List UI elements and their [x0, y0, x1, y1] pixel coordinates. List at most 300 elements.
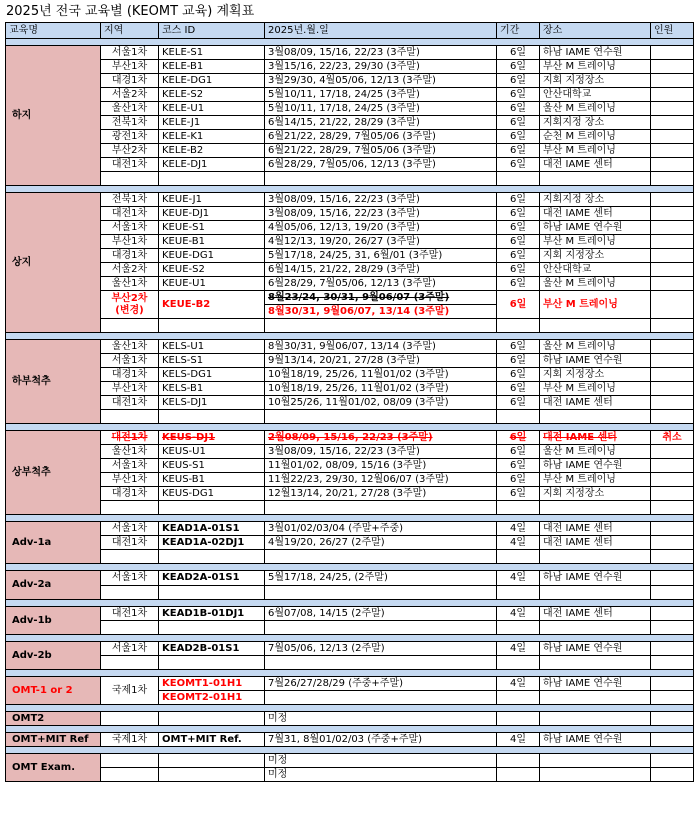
table-cell — [6, 600, 694, 607]
table-cell — [497, 550, 540, 564]
category-adv-1b: Adv-1b — [6, 607, 101, 635]
table-cell: KEUS-DJ1 — [159, 431, 265, 445]
table-cell: OMT+MIT Ref. — [159, 733, 265, 747]
table-cell — [540, 656, 651, 670]
table-cell: KELE-DG1 — [159, 74, 265, 88]
table-cell — [651, 712, 694, 726]
table-cell — [101, 656, 159, 670]
table-cell: 6월14/15, 21/22, 28/29 (3주말) — [265, 116, 497, 130]
table-cell: 6일 — [497, 116, 540, 130]
table-cell: 대전1차 — [101, 396, 159, 410]
table-cell: 대전1차 — [101, 158, 159, 172]
table-row — [6, 571, 694, 586]
table-cell — [651, 768, 694, 782]
table-cell: 하남 IAME 연수원 — [540, 46, 651, 60]
table-row — [6, 354, 694, 368]
table-cell: KELE-K1 — [159, 130, 265, 144]
table-cell: 지회지정 장소 — [540, 116, 651, 130]
table-cell: 4일 — [497, 642, 540, 656]
table-cell: 6일 — [497, 459, 540, 473]
category-adv-2a: Adv-2a — [6, 571, 101, 600]
table-cell: 6월28/29, 7월05/06, 12/13 (3주말) — [265, 158, 497, 172]
category-sangbu: 상부척추 — [6, 431, 101, 515]
table-cell: 6일 — [497, 60, 540, 74]
empty-row — [6, 550, 694, 564]
section-separator — [6, 747, 694, 754]
table-cell — [651, 382, 694, 396]
table-cell — [651, 102, 694, 116]
table-cell: 미정 — [265, 712, 497, 726]
table-cell — [651, 473, 694, 487]
table-cell — [651, 677, 694, 691]
table-row — [6, 249, 694, 263]
table-cell: 대전 IAME 센터 — [540, 207, 651, 221]
table-cell: 9월13/14, 20/21, 27/28 (3주말) — [265, 354, 497, 368]
table-cell — [540, 621, 651, 635]
table-cell: 4일 — [497, 733, 540, 747]
table-row — [6, 396, 694, 410]
table-cell: 5월17/18, 24/25, (2주말) — [265, 571, 497, 586]
table-cell: 6일 — [497, 445, 540, 459]
table-cell — [159, 410, 265, 424]
table-cell — [651, 193, 694, 207]
table-cell: 8월30/31, 9월06/07, 13/14 (3주말) — [265, 340, 497, 354]
table-cell: 대전1차 — [101, 607, 159, 621]
table-cell — [265, 501, 497, 515]
table-row — [6, 130, 694, 144]
table-cell — [651, 46, 694, 60]
table-cell — [651, 445, 694, 459]
table-cell: 6일 — [497, 277, 540, 291]
table-cell — [651, 116, 694, 130]
table-cell — [540, 768, 651, 782]
table-cell — [101, 621, 159, 635]
table-cell: 6일 — [497, 102, 540, 116]
category-hajji: 하지 — [6, 46, 101, 186]
table-cell — [540, 585, 651, 600]
table-cell — [159, 319, 265, 333]
table-cell: 미정 — [265, 768, 497, 782]
cancelled-row — [6, 431, 694, 445]
table-cell — [101, 172, 159, 186]
table-cell: 6일 — [497, 144, 540, 158]
table-cell — [651, 522, 694, 536]
empty-row — [6, 319, 694, 333]
table-cell: 10월25/26, 11월01/02, 08/09 (3주말) — [265, 396, 497, 410]
table-row — [6, 607, 694, 621]
table-cell — [651, 607, 694, 621]
header-course-name: 교육명 — [6, 23, 101, 39]
table-cell: 6일 — [497, 158, 540, 172]
table-cell — [265, 410, 497, 424]
table-cell: 울산 M 트레이닝 — [540, 102, 651, 116]
table-cell — [651, 130, 694, 144]
table-row — [6, 754, 694, 768]
table-cell: 하남 IAME 연수원 — [540, 571, 651, 586]
table-cell: 울산 M 트레이닝 — [540, 277, 651, 291]
table-row — [6, 144, 694, 158]
table-cell — [651, 144, 694, 158]
table-cell: 부산1차 — [101, 382, 159, 396]
table-cell — [540, 754, 651, 768]
table-cell — [651, 235, 694, 249]
table-cell: 부산 M 트레이닝 — [540, 235, 651, 249]
table-cell: 대전 IAME 센터 — [540, 396, 651, 410]
table-cell: KEUS-DG1 — [159, 487, 265, 501]
header-count: 인원 — [651, 23, 694, 39]
section-separator — [6, 424, 694, 431]
table-cell — [651, 396, 694, 410]
empty-row — [6, 501, 694, 515]
table-cell: 부산2차 — [101, 144, 159, 158]
table-cell: 국제1차 — [101, 677, 159, 705]
table-cell: 4일 — [497, 536, 540, 550]
table-cell — [651, 172, 694, 186]
table-cell — [540, 691, 651, 705]
table-cell — [265, 656, 497, 670]
table-cell: 대경1차 — [101, 368, 159, 382]
category-adv-2b: Adv-2b — [6, 642, 101, 670]
category-sangji: 상지 — [6, 193, 101, 333]
table-cell — [101, 754, 159, 768]
table-cell — [101, 501, 159, 515]
table-cell — [497, 691, 540, 705]
omt2-course-id: KEOMT2-01H1 — [159, 691, 265, 705]
table-cell — [265, 550, 497, 564]
table-cell — [651, 354, 694, 368]
table-cell — [651, 691, 694, 705]
table-cell: KELE-B2 — [159, 144, 265, 158]
header-place: 장소 — [540, 23, 651, 39]
table-row — [6, 46, 694, 60]
table-cell — [651, 585, 694, 600]
section-separator — [6, 600, 694, 607]
table-cell: 6일 — [497, 263, 540, 277]
table-cell — [651, 642, 694, 656]
table-cell: 서울1차 — [101, 221, 159, 235]
table-cell — [6, 747, 694, 754]
table-row — [6, 116, 694, 130]
table-row — [6, 473, 694, 487]
table-cell: 5월10/11, 17/18, 24/25 (3주말) — [265, 88, 497, 102]
table-cell — [651, 319, 694, 333]
table-cell: 전북1차 — [101, 116, 159, 130]
table-cell: 4일 — [497, 522, 540, 536]
section-separator — [6, 333, 694, 340]
table-cell: KEUE-DG1 — [159, 249, 265, 263]
changed-place: 부산 M 트레이닝 — [540, 291, 651, 319]
table-cell — [101, 768, 159, 782]
table-cell — [651, 368, 694, 382]
table-cell: KELE-S1 — [159, 46, 265, 60]
table-cell: KELS-S1 — [159, 354, 265, 368]
table-header — [6, 23, 694, 39]
table-cell: 6일 — [497, 431, 540, 445]
table-row — [6, 235, 694, 249]
table-cell — [540, 550, 651, 564]
table-cell: KELE-J1 — [159, 116, 265, 130]
header-region: 지역 — [101, 23, 159, 39]
table-cell: 10월18/19, 25/26, 11월01/02 (3주말) — [265, 368, 497, 382]
table-cell — [651, 550, 694, 564]
table-row — [6, 487, 694, 501]
table-cell — [651, 571, 694, 586]
table-cell — [497, 585, 540, 600]
table-row — [6, 263, 694, 277]
table-cell: 11월22/23, 29/30, 12월06/07 (3주말) — [265, 473, 497, 487]
table-cell: 서울1차 — [101, 571, 159, 586]
table-cell: KEAD1A-02DJ1 — [159, 536, 265, 550]
empty-row — [6, 172, 694, 186]
table-cell: 5월10/11, 17/18, 24/25 (3주말) — [265, 102, 497, 116]
table-cell: 6일 — [497, 235, 540, 249]
table-cell — [497, 768, 540, 782]
table-cell: 6일 — [497, 130, 540, 144]
table-cell: 하남 IAME 연수원 — [540, 642, 651, 656]
table-cell: KELS-DG1 — [159, 368, 265, 382]
table-cell: 3월08/09, 15/16, 22/23 (3주말) — [265, 445, 497, 459]
table-cell: 순천 M 트레이닝 — [540, 130, 651, 144]
table-cell — [265, 585, 497, 600]
table-cell: 3월29/30, 4월05/06, 12/13 (3주말) — [265, 74, 497, 88]
table-cell — [265, 621, 497, 635]
table-cell — [6, 564, 694, 571]
table-row — [6, 445, 694, 459]
table-cell: 7월05/06, 12/13 (2주말) — [265, 642, 497, 656]
table-cell: 4일 — [497, 677, 540, 691]
table-cell: 6일 — [497, 473, 540, 487]
table-cell: 6일 — [497, 207, 540, 221]
empty-row — [6, 621, 694, 635]
table-cell: 서울1차 — [101, 642, 159, 656]
section-separator — [6, 515, 694, 522]
table-cell: 6일 — [497, 340, 540, 354]
table-cell — [497, 172, 540, 186]
table-cell: 미정 — [265, 754, 497, 768]
table-cell: KELE-S2 — [159, 88, 265, 102]
table-row — [6, 74, 694, 88]
table-cell: 6월28/29, 7월05/06, 12/13 (3주말) — [265, 277, 497, 291]
table-cell: 6월14/15, 21/22, 28/29 (3주말) — [265, 263, 497, 277]
table-row — [6, 277, 694, 291]
category-omt-1-or-2: OMT-1 or 2 — [6, 677, 101, 705]
table-cell: 6일 — [497, 88, 540, 102]
table-cell — [497, 319, 540, 333]
table-cell — [651, 656, 694, 670]
table-cell: 울산1차 — [101, 102, 159, 116]
table-cell — [651, 536, 694, 550]
table-row — [6, 158, 694, 172]
table-cell: 하남 IAME 연수원 — [540, 459, 651, 473]
table-cell: 11월01/02, 08/09, 15/16 (3주말) — [265, 459, 497, 473]
new-date: 8월30/31, 9월06/07, 13/14 (3주말) — [265, 305, 497, 319]
table-cell: 대전 IAME 센터 — [540, 522, 651, 536]
table-cell: KEUS-B1 — [159, 473, 265, 487]
table-cell: 4일 — [497, 571, 540, 586]
table-cell: 국제1차 — [101, 733, 159, 747]
category-adv-1a: Adv-1a — [6, 522, 101, 564]
table-cell: 부산1차 — [101, 60, 159, 74]
table-cell — [540, 501, 651, 515]
category-habu: 하부척추 — [6, 340, 101, 424]
changed-region: 부산2차 (변경) — [101, 291, 159, 319]
header-date: 2025년.월.일 — [265, 23, 497, 39]
table-cell: 6일 — [497, 354, 540, 368]
table-cell — [6, 186, 694, 193]
table-cell: 울산1차 — [101, 340, 159, 354]
table-cell: 6월21/22, 28/29, 7월05/06 (3주말) — [265, 130, 497, 144]
table-cell — [651, 410, 694, 424]
table-cell — [101, 550, 159, 564]
table-cell — [651, 263, 694, 277]
table-cell: 7월31, 8월01/02/03 (주중+주말) — [265, 733, 497, 747]
table-cell — [651, 291, 694, 319]
table-cell — [159, 754, 265, 768]
table-cell — [651, 277, 694, 291]
table-cell: 6월21/22, 28/29, 7월05/06 (3주말) — [265, 144, 497, 158]
table-cell: 전북1차 — [101, 193, 159, 207]
table-cell: 4일 — [497, 607, 540, 621]
table-cell: 하남 IAME 연수원 — [540, 354, 651, 368]
table-cell — [497, 754, 540, 768]
table-cell: 5월17/18, 24/25, 31, 6월/01 (3주말) — [265, 249, 497, 263]
table-cell: KEAD2A-01S1 — [159, 571, 265, 586]
table-cell: 6일 — [497, 382, 540, 396]
table-cell: 대전 IAME 센터 — [540, 158, 651, 172]
table-cell: 6일 — [497, 221, 540, 235]
section-separator — [6, 726, 694, 733]
table-row — [6, 642, 694, 656]
table-cell: KELS-B1 — [159, 382, 265, 396]
table-cell: KEUS-U1 — [159, 445, 265, 459]
table-cell: 대전 IAME 센터 — [540, 431, 651, 445]
table-cell — [651, 88, 694, 102]
table-row — [6, 207, 694, 221]
table-cell — [159, 621, 265, 635]
empty-row — [6, 656, 694, 670]
table-cell — [159, 768, 265, 782]
table-cell: 지회지정 장소 — [540, 193, 651, 207]
table-cell: 대전1차 — [101, 431, 159, 445]
table-cell — [6, 424, 694, 431]
table-cell: 6월07/08, 14/15 (2주말) — [265, 607, 497, 621]
table-cell — [497, 501, 540, 515]
table-cell: 안산대학교 — [540, 263, 651, 277]
table-cell: KEUE-U1 — [159, 277, 265, 291]
table-cell — [159, 550, 265, 564]
table-cell: 부산 M 트레이닝 — [540, 473, 651, 487]
table-cell: 대경1차 — [101, 74, 159, 88]
table-cell: KELE-DJ1 — [159, 158, 265, 172]
table-cell: 서울1차 — [101, 46, 159, 60]
table-cell — [101, 319, 159, 333]
table-cell: 서울1차 — [101, 354, 159, 368]
table-cell — [6, 705, 694, 712]
table-cell — [651, 60, 694, 74]
table-cell: KEUS-S1 — [159, 459, 265, 473]
table-cell: 10월18/19, 25/26, 11월01/02 (3주말) — [265, 382, 497, 396]
table-cell — [159, 656, 265, 670]
table-row — [6, 382, 694, 396]
table-cell — [540, 410, 651, 424]
table-cell: 대전1차 — [101, 207, 159, 221]
table-cell — [497, 410, 540, 424]
table-cell — [159, 585, 265, 600]
table-cell: KELS-U1 — [159, 340, 265, 354]
table-cell — [651, 754, 694, 768]
table-cell: KEUE-S1 — [159, 221, 265, 235]
table-cell: 3월15/16, 22/23, 29/30 (3주말) — [265, 60, 497, 74]
table-cell: 하남 IAME 연수원 — [540, 677, 651, 691]
table-cell: 6일 — [497, 46, 540, 60]
table-cell: 대전 IAME 센터 — [540, 607, 651, 621]
table-cell — [6, 670, 694, 677]
table-row — [6, 193, 694, 207]
table-cell — [540, 319, 651, 333]
table-cell: 대전1차 — [101, 536, 159, 550]
table-cell: 지회 지정장소 — [540, 368, 651, 382]
table-cell: KEUE-J1 — [159, 193, 265, 207]
table-cell — [6, 635, 694, 642]
table-cell: KEAD1A-01S1 — [159, 522, 265, 536]
table-cell: KEUE-DJ1 — [159, 207, 265, 221]
table-cell: 3월08/09, 15/16, 22/23 (3주말) — [265, 46, 497, 60]
header-course-id: 코스 ID — [159, 23, 265, 39]
table-cell — [651, 249, 694, 263]
page-title: 2025년 전국 교육별 (KEOMT 교육) 계획표 — [6, 4, 255, 19]
table-cell — [651, 501, 694, 515]
section-separator — [6, 635, 694, 642]
table-cell — [651, 340, 694, 354]
table-cell: 하남 IAME 연수원 — [540, 733, 651, 747]
table-cell — [101, 585, 159, 600]
table-cell: 12월13/14, 20/21, 27/28 (3주말) — [265, 487, 497, 501]
table-cell: 3월08/09, 15/16, 22/23 (3주말) — [265, 207, 497, 221]
changed-row — [6, 291, 694, 305]
category-omt-mit-ref: OMT+MIT Ref — [6, 733, 101, 747]
table-cell — [651, 487, 694, 501]
old-date: 8월23/24, 30/31, 9월06/07 (3주말) — [265, 291, 497, 305]
table-row — [6, 221, 694, 235]
table-cell: KELE-B1 — [159, 60, 265, 74]
table-row — [6, 340, 694, 354]
schedule-table — [5, 22, 694, 782]
table-row — [6, 60, 694, 74]
table-cell — [159, 172, 265, 186]
table-cell: 서울1차 — [101, 522, 159, 536]
table-cell: 부산 M 트레이닝 — [540, 144, 651, 158]
table-cell: 울산 M 트레이닝 — [540, 445, 651, 459]
table-cell: KEAD2B-01S1 — [159, 642, 265, 656]
table-cell: 대경1차 — [101, 487, 159, 501]
table-cell: 부산1차 — [101, 473, 159, 487]
table-cell — [651, 158, 694, 172]
table-cell — [540, 172, 651, 186]
table-cell: 지회 지정장소 — [540, 249, 651, 263]
table-cell: 6일 — [497, 74, 540, 88]
table-cell — [265, 319, 497, 333]
table-cell: 6일 — [497, 193, 540, 207]
category-omt2: OMT2 — [6, 712, 101, 726]
table-cell: KEAD1B-01DJ1 — [159, 607, 265, 621]
table-cell: 서울2차 — [101, 263, 159, 277]
changed-course-id: KEUE-B2 — [159, 291, 265, 319]
table-cell: 7월26/27/28/29 (주중+주말) — [265, 677, 497, 691]
table-cell: 광전1차 — [101, 130, 159, 144]
table-cell — [159, 501, 265, 515]
table-cell — [497, 621, 540, 635]
table-cell: 대경1차 — [101, 249, 159, 263]
